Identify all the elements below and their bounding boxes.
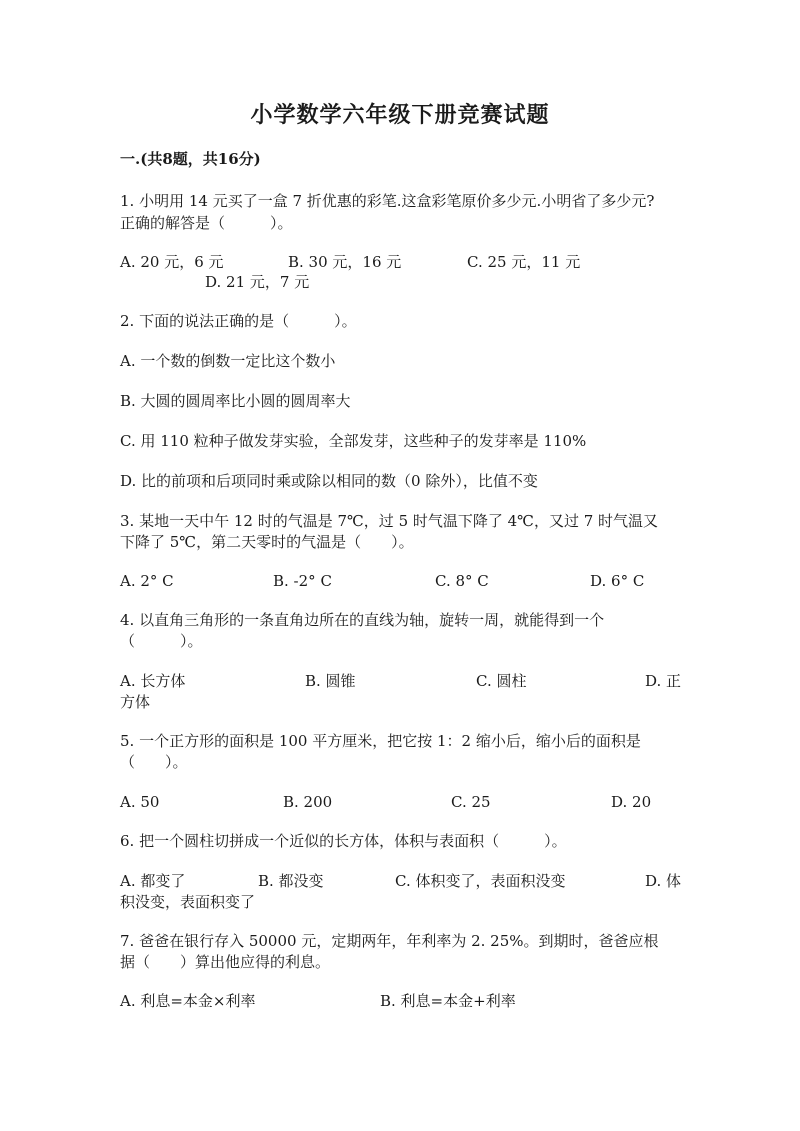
question-4-option-d: D. 正 [645, 672, 682, 690]
question-7-text-cont: 据（ ）算出他应得的利息。 [120, 953, 331, 971]
question-3-option-d: D. 6° C [590, 572, 645, 590]
question-7-option-b: B. 利息=本金+利率 [380, 992, 516, 1010]
question-5-option-d: D. 20 [611, 793, 652, 811]
question-5-option-c: C. 25 [451, 793, 491, 811]
question-4-option-a: A. 长方体 [120, 672, 186, 690]
question-5-text-cont: （ ）。 [120, 753, 188, 771]
question-6-option-b: B. 都没变 [258, 872, 324, 890]
question-5-option-b: B. 200 [283, 793, 333, 811]
question-4-option-b: B. 圆锥 [305, 672, 356, 690]
question-5-option-a: A. 50 [120, 793, 160, 811]
question-4-text: 4. 以直角三角形的一条直角边所在的直线为轴，旋转一周，就能得到一个 [120, 611, 605, 629]
question-4-option-d-cont: 方体 [120, 693, 151, 711]
question-3-text-cont: 下降了 5℃，第二天零时的气温是（ ）。 [120, 533, 414, 551]
question-1-option-c: C. 25 元，11 元 [467, 253, 581, 271]
question-2-option-a: A. 一个数的倒数一定比这个数小 [120, 352, 336, 370]
question-6-option-a: A. 都变了 [120, 872, 186, 890]
question-2-option-b: B. 大圆的圆周率比小圆的圆周率大 [120, 392, 351, 410]
question-2-option-d: D. 比的前项和后项同时乘或除以相同的数（0 除外），比值不变 [120, 472, 538, 490]
section-heading: 一.(共8题，共16分) [120, 150, 261, 168]
question-6-option-c: C. 体积变了，表面积没变 [395, 872, 566, 890]
question-1-text-cont: 正确的解答是（ ）。 [120, 214, 293, 232]
question-3-option-a: A. 2° C [120, 572, 174, 590]
question-3-text: 3. 某地一天中午 12 时的气温是 7℃，过 5 时气温下降了 4℃，又过 7 时气温又 [120, 512, 659, 530]
question-1-option-b: B. 30 元，16 元 [288, 253, 402, 271]
question-5-text: 5. 一个正方形的面积是 100 平方厘米，把它按 1：2 缩小后，缩小后的面积是 [120, 732, 641, 750]
question-6-text: 6. 把一个圆柱切拼成一个近似的长方体，体积与表面积（ ）。 [120, 832, 567, 850]
question-1-option-a: A. 20 元，6 元 [120, 253, 224, 271]
question-2-text: 2. 下面的说法正确的是（ ）。 [120, 312, 357, 330]
question-6-option-d-cont: 积没变，表面积变了 [120, 893, 256, 911]
question-4-text-cont: （ ）。 [120, 632, 203, 650]
question-4-option-c: C. 圆柱 [476, 672, 527, 690]
question-1-text: 1. 小明用 14 元买了一盒 7 折优惠的彩笔.这盒彩笔原价多少元.小明省了多少元? [120, 192, 655, 210]
question-7-option-a: A. 利息=本金×利率 [120, 992, 256, 1010]
question-2-option-c: C. 用 110 粒种子做发芽实验，全部发芽，这些种子的发芽率是 110% [120, 432, 587, 450]
question-1-option-d: D. 21 元，7 元 [205, 273, 310, 291]
question-3-option-c: C. 8° C [435, 572, 489, 590]
question-6-option-d: D. 体 [645, 872, 682, 890]
question-3-option-b: B. -2° C [273, 572, 332, 590]
page-title: 小学数学六年级下册竞赛试题 [250, 102, 550, 128]
question-7-text: 7. 爸爸在银行存入 50000 元，定期两年，年利率为 2. 25%。到期时，爸爸应根 [120, 932, 659, 950]
